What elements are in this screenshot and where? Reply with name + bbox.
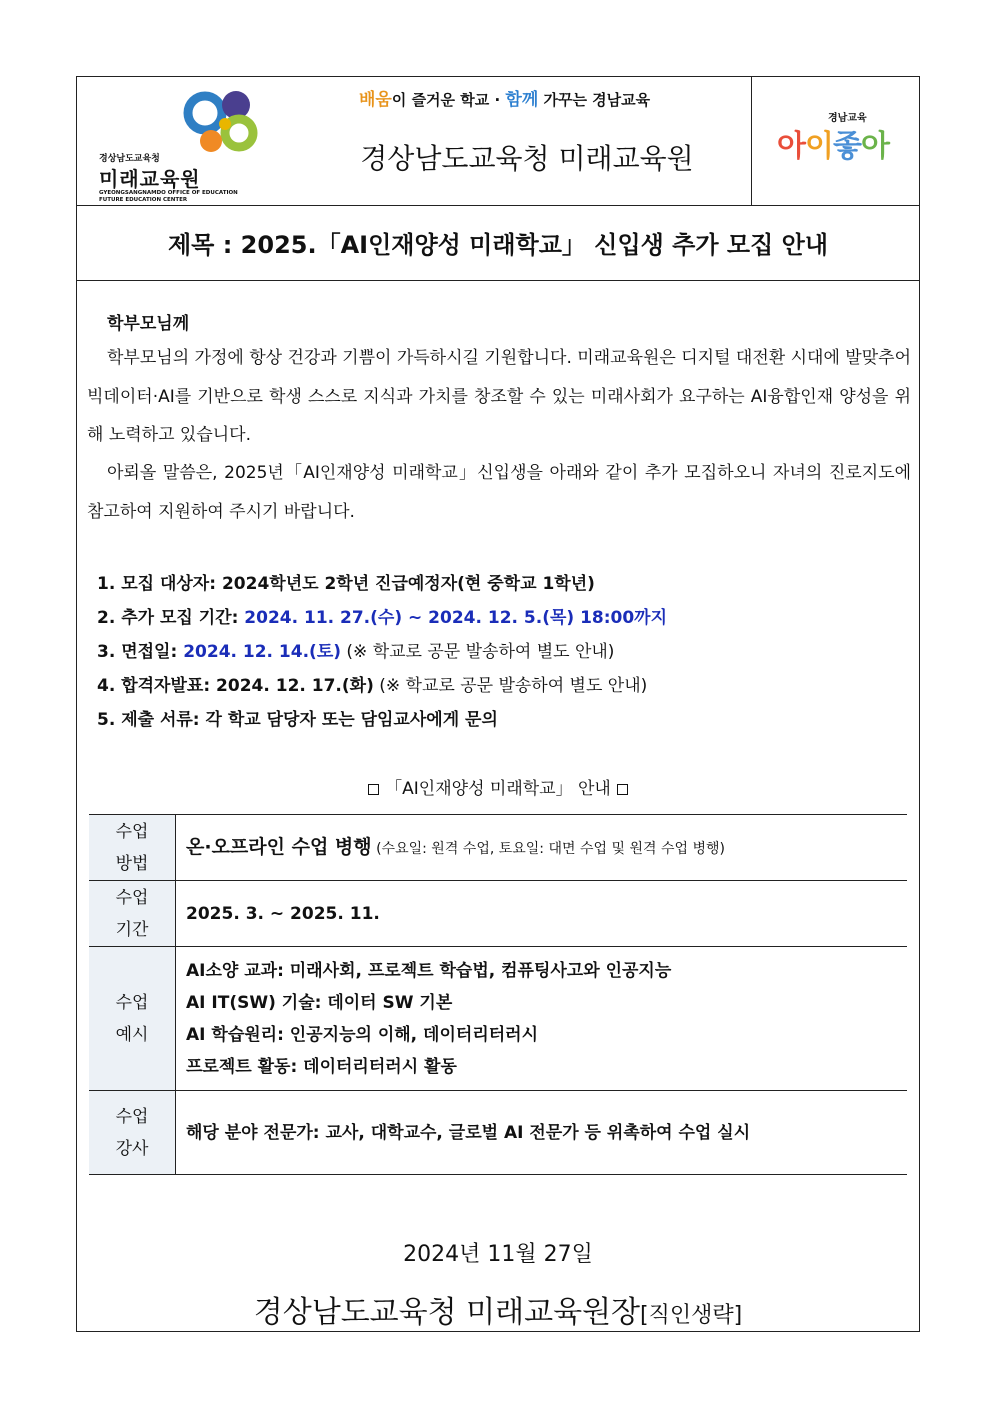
aijoa-logo bbox=[777, 107, 897, 187]
table-row-period bbox=[89, 881, 907, 947]
slogan-text-1: 이 즐거운 학교 · bbox=[391, 91, 506, 109]
item-documents: 5. 제출 서류: 각 학교 담당자 또는 담임교사에게 문의 bbox=[97, 710, 498, 730]
row-header-method: 수업 방법 bbox=[89, 815, 176, 881]
paragraph-1: 학부모님의 가정에 항상 건강과 기쁨이 가득하시길 기원합니다. 미래교육원은 디지털 대전환 시대에 발맞추어 빅데이터·AI를 기반으로 학생 스스로 지식과 가치를 창조할 수 있는 미래사회가 요구하는 AI융합인재 양성을 위해 노력하고 있습니다. bbox=[87, 348, 911, 445]
row-header-examples: 수업 예시 bbox=[89, 947, 176, 1091]
document-frame bbox=[76, 76, 920, 1332]
aijoa-logo-text: 아이좋아 bbox=[777, 129, 889, 164]
row-content-method: 온·오프라인 수업 병행 (수요일: 원격 수업, 토요일: 대면 수업 및 원격 수업 병행) bbox=[176, 815, 908, 881]
item-period: 2. 추가 모집 기간: 2024. 11. 27.(수) ~ 2024. 12. 5.(목) 18:00까지 bbox=[97, 608, 668, 628]
organization-title: 경상남도교육청 미래교육원 bbox=[360, 142, 694, 175]
item-announcement: 4. 합격자발표: 2024. 12. 17.(화) (※ 학교로 공문 발송하여 별도 안내) bbox=[97, 676, 648, 696]
row-header-instructors: 수업 강사 bbox=[89, 1091, 176, 1175]
issue-date: 2024년 11월 27일 bbox=[403, 1242, 593, 1267]
info-table bbox=[89, 814, 907, 1175]
circles-logo-icon bbox=[175, 89, 265, 159]
square-bullet-icon bbox=[368, 784, 379, 795]
item-interview: 3. 면접일: 2024. 12. 14.(토) (※ 학교로 공문 발송하여 별도 안내) bbox=[97, 642, 615, 662]
table-row-method bbox=[89, 815, 907, 881]
slogan-word-learning: 배움 bbox=[359, 90, 392, 110]
slogan bbox=[359, 85, 650, 110]
item-target: 1. 모집 대상자: 2024학년도 2학년 진급예정자(현 중학교 1학년) bbox=[97, 574, 595, 594]
table-row-examples bbox=[89, 947, 907, 1091]
title-row bbox=[77, 205, 919, 281]
info-section-title: 「AI인재양성 미래학교」 안내 bbox=[77, 774, 919, 799]
header-divider bbox=[751, 77, 752, 205]
aijoa-logo-small-text: 경남교육 bbox=[828, 113, 867, 124]
logo-org-small: 경상남도교육청 bbox=[99, 154, 160, 164]
slogan-word-together: 함께 bbox=[505, 90, 539, 110]
row-content-examples: AI소양 교과: 미래사회, 프로젝트 학습법, 컴퓨팅사고와 인공지능 AI IT(SW) 기술: 데이터 SW 기본 AI 학습원리: 인공지능의 이해, 데이터리터러시 프로젝트 활동: 데이터리터러시 활동 bbox=[176, 947, 908, 1091]
recruitment-items bbox=[97, 567, 667, 737]
letterhead bbox=[77, 77, 919, 206]
signature: 경상남도교육청 미래교육원장[직인생략] bbox=[253, 1295, 743, 1330]
slogan-text-2: 가꾸는 경남교육 bbox=[538, 91, 651, 109]
table-row-instructors bbox=[89, 1091, 907, 1175]
seal-omitted-note: [직인생략] bbox=[640, 1303, 743, 1328]
logo-english-line2: FUTURE EDUCATION CENTER bbox=[99, 197, 188, 203]
row-header-period: 수업 기간 bbox=[89, 881, 176, 947]
document-title: 제목 : 2025.「AI인재양성 미래학교」 신입생 추가 모집 안내 bbox=[168, 231, 828, 259]
row-content-period: 2025. 3. ~ 2025. 11. bbox=[176, 881, 908, 947]
logo-org-name: 미래교육원 bbox=[99, 167, 201, 191]
paragraph-2: 아뢰올 말씀은, 2025년「AI인재양성 미래학교」신입생을 아래와 같이 추가 모집하오니 자녀의 진로지도에 참고하여 지원하여 주시기 바랍니다. bbox=[87, 463, 911, 522]
greeting: 학부모님께 bbox=[107, 314, 190, 334]
row-content-instructors: 해당 분야 전문가: 교사, 대학교수, 글로벌 AI 전문가 등 위촉하여 수업 실시 bbox=[176, 1091, 908, 1175]
square-bullet-icon bbox=[617, 784, 628, 795]
logo-english-line1: GYEONGSANGNAMDO OFFICE OF EDUCATION bbox=[99, 190, 238, 196]
future-education-center-logo bbox=[95, 95, 265, 203]
